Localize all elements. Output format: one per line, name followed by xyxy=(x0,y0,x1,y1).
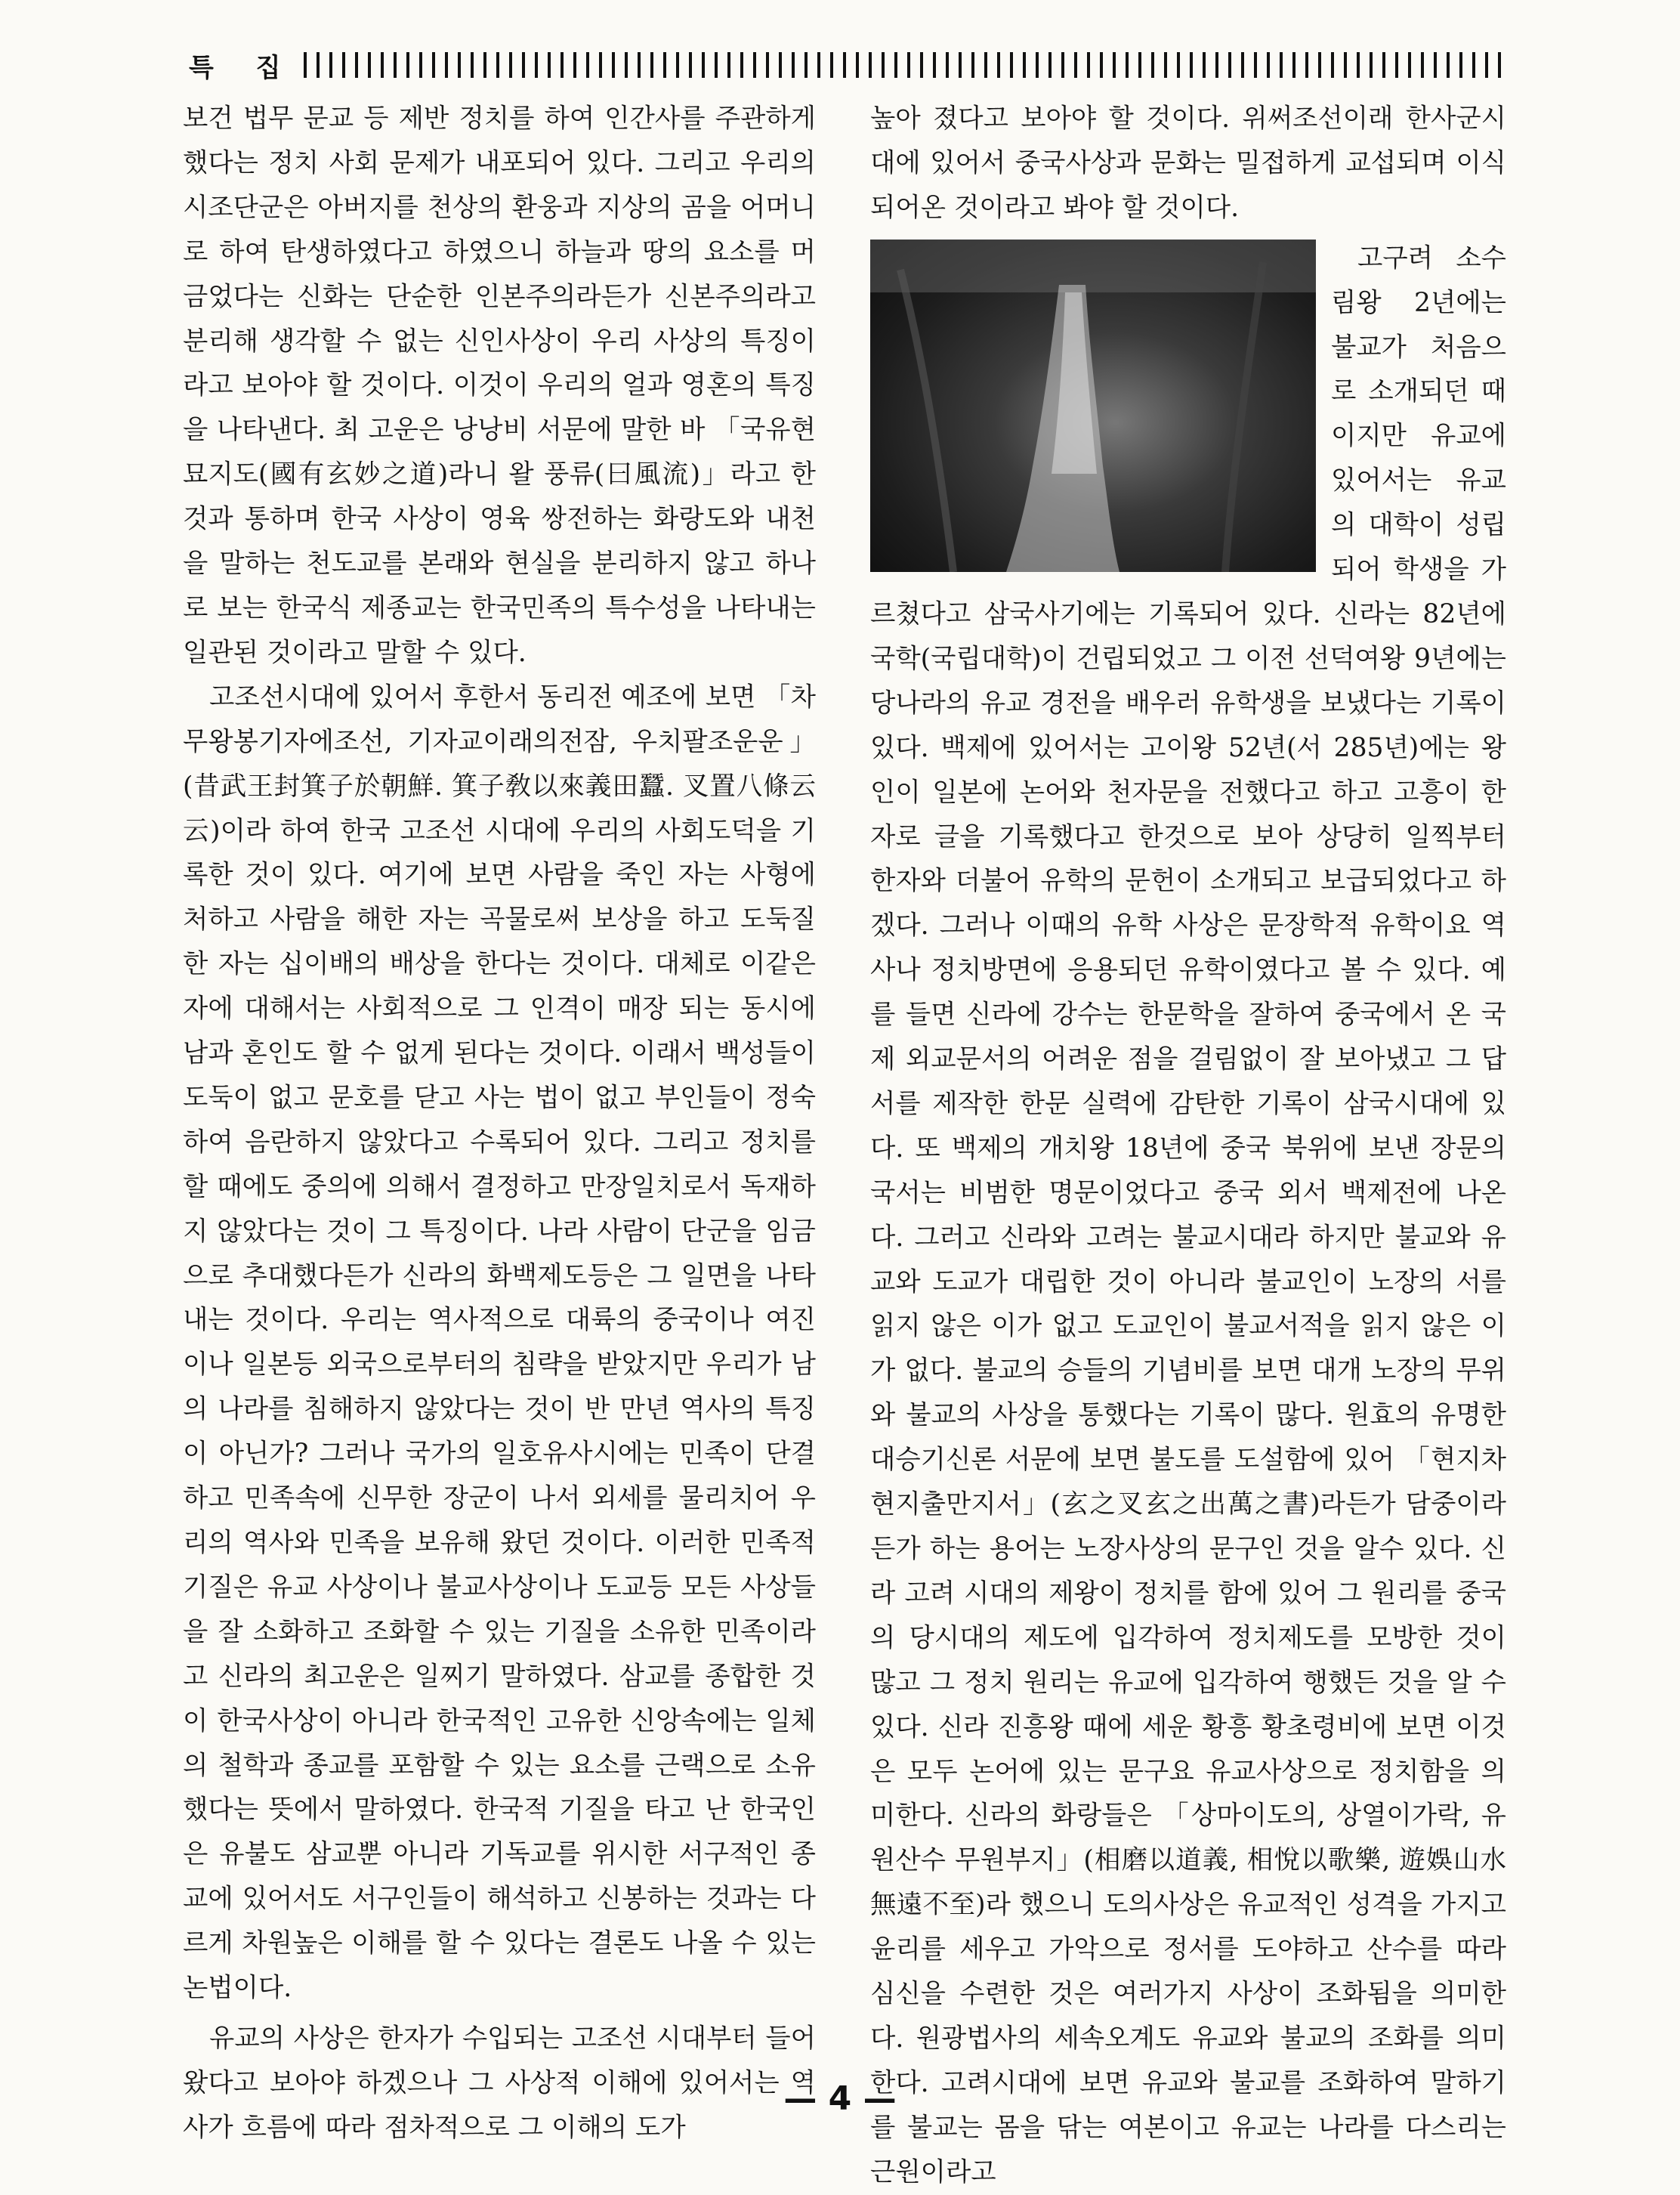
paragraph: 고조선시대에 있어서 후한서 동리전 예조에 보면 「차무왕봉기자에조선, 기자교이래의전잠, 우치팔조운운」(昔武王封箕子於朝鮮. 箕子敎以來義田蠶. 叉置八條云云)이라 하여 한국 고조선 시대에 우리의 사회도덕을 기록한 것이 있다. 여기에 보면 사람을 죽인 자는 사형에 처하고 사람을 해한 자는 곡물로써 보상을 하고 도둑질한 자는 십이배의 배상을 한다는 것이다. 대체로 이같은 자에 대해서는 사회적으로 그 인격이 매장 되는 동시에 남과 혼인도 할 수 없게 된다는 것이다. 이래서 백성들이 도둑이 없고 문호를 닫고 사는 법이 없고 부인들이 정숙하여 음란하지 않았다고 수록되어 있다. 그리고 정치를 할 때에도 중의에 의해서 결정하고 만장일치로서 독재하지 않았다는 것이 그 특징이다. 나라 사람이 단군을 임금으로 추대했다든가 신라의 화백제도등은 그 일면을 나타내는 것이다. 우리는 역사적으로 대륙의 중국이나 여진이나 일본등 외국으로부터의 침략을 받았지만 우리가 남의 나라를 침해하지 않았다는 것이 반 만년 역사의 특징이 아닌가? 그러나 국가의 일호유사시에는 민족이 단결하고 민족속에 신무한 장군이 나서 외세를 물리치어 우리의 역사와 민족을 보유해 왔던 것이다. 이러한 민족적 기질은 유교 사상이나 불교사상이나 도교등 모든 사상들을 잘 소화하고 조화할 수 있는 기질을 소유한 민족이라고 신라의 최고운은 일찌기 말하였다. 삼교를 종합한 것이 한국사상이 아니라 한국적인 고유한 신앙속에는 일체의 철학과 종교를 포함할 수 있는 요소를 근랙으로 소유했다는 뜻에서 말하였다. 한국적 기질을 타고 난 한국인은 유불도 삼교뿐 아니라 기독교를 위시한 서구적인 종교에 있어서도 서구인들이 해석하고 신봉하는 것과는 다르게 차원높은 이해를 할 수 있다는 결론도 나올 수 있는 논법이다. xyxy=(183,682,816,2004)
paragraph-text: 고구려 소수림왕 2년에는 불교가 처음으로 소개되던 때이지만 유교에 있어서는 유교의 대학이 성립되어 학생을 가르쳤다고 삼국사기에는 기록되어 있다. 신라는 82년에 국학(국립대학)이 건립되었고 그 이전 선덕여왕 9년에는 당나라의 유교 경전을 배우러 유학생을 보냈다는 기록이 있다. 백제에 있어서는 고이왕 52년(서 285년)에는 왕인이 일본에 논어와 천자문을 전했다고 하고 고흥이 한자로 글을 기록했다고 한것으로 보아 상당히 일찍부터 한자와 더불어 유학의 문헌이 소개되고 보급되었다고 하겠다. 그러나 이때의 유학 사상은 문장학적 유학이요 역사나 정치방면에 응용되던 유학이였다고 볼 수 있다. 예를 들면 신라에 강수는 한문학을 잘하여 중국에서 온 국제 외교문서의 어려운 점을 걸림없이 잘 보아냈고 그 답서를 제작한 한문 실력에 감탄한 기록이 삼국시대에 있다. 또 백제의 개치왕 18년에 중국 북위에 보낸 장문의 국서는 비범한 명문이었다고 중국 외서 백제전에 나온다. 그러고 신라와 고려는 불교시대라 하지만 불교와 유교와 도교가 대립한 것이 아니라 불교인이 노장의 서를 읽지 않은 이가 없고 도교인이 불교서적을 읽지 않은 이가 없다. 불교의 승들의 기념비를 보면 대개 노장의 무위와 불교의 사상을 통했다는 기록이 많다. 원효의 유명한 대승기신론 서문에 보면 불도를 도설함에 있어 「현지차현지출만지서」(玄之叉玄之出萬之書)라든가 담중이라든가 하는 용어는 노장사상의 문구인 것을 알수 있다. 신라 고려 시대의 제왕이 정치를 함에 있어 그 원리를 중국의 당시대의 제도에 입각하여 정치제도를 모방한 것이 많고 그 정치 원리는 유교에 입각하여 행했든 것을 알 수 있다. 신라 진흥왕 때에 세운 황흥 황초령비에 보면 이것은 모두 논어에 있는 문구요 유교사상으로 정치함을 의미한다. 신라의 화랑들은 「상마이도의, 상열이가락, 유원산수 무원부지」(相磨以道義, 相悅以歌樂, 遊娛山水 無遠不至)라 했으니 도의사상은 유교적인 성격을 가지고 윤리를 세우고 가악으로 정서를 도야하고 산수를 따라 심신을 수련한 것은 여러가지 사상이 조화됨을 의미한다. 원광법사의 세속오계도 유교와 불교의 조화를 의미한다. 고려시대에 보면 유교와 불교를 조화하여 말하기를 불교는 몸을 닦는 여본이고 유교는 나라를 다스리는 근원이라고 xyxy=(870,243,1506,2187)
left-column xyxy=(183,97,816,2150)
paragraph: 높아 졌다고 보아야 할 것이다. 위써조선이래 한사군시대에 있어서 중국사상과 문화는 밀접하게 교섭되며 이식되어온 것이라고 봐야 할 것이다. xyxy=(870,104,1506,223)
right-column xyxy=(870,97,1506,2195)
header-rule xyxy=(304,52,1503,78)
page-header xyxy=(189,47,1503,83)
page-number: — 4 — xyxy=(783,2079,897,2118)
statue-photo xyxy=(870,240,1316,572)
paragraph: 유교의 사상은 한자가 수입되는 고조선 시대부터 들어 왔다고 보아야 하겠으나 그 사상적 이해에 있어서는 역사가 흐름에 따라 점차적으로 그 이해의 도가 xyxy=(183,2023,816,2143)
paragraph: 보건 법무 문교 등 제반 정치를 하여 인간사를 주관하게 했다는 정치 사회 문제가 내포되어 있다. 그리고 우리의 시조단군은 아버지를 천상의 환웅과 지상의 곰을 어머니로 하여 탄생하였다고 하였으니 하늘과 땅의 요소를 머금었다는 신화는 단순한 인본주의라든가 신본주의라고 분리해 생각할 수 없는 신인사상이 우리 사상의 특징이라고 보아야 할 것이다. 이것이 우리의 얼과 영혼의 특징을 나타낸다. 최 고운은 낭낭비 서문에 말한 바 「국유현묘지도(國有玄妙之道)라니 왈 풍류(曰風流)」라고 한 것과 통하며 한국 사상이 영육 쌍전하는 화랑도와 내천을 말하는 천도교를 본래와 현실을 분리하지 않고 하나로 보는 한국식 제종교는 한국민족의 특수성을 나타내는 일관된 것이라고 말할 수 있다. xyxy=(183,104,816,668)
section-label: 특 집 xyxy=(189,52,298,83)
paragraph-with-photo xyxy=(870,237,1506,2195)
